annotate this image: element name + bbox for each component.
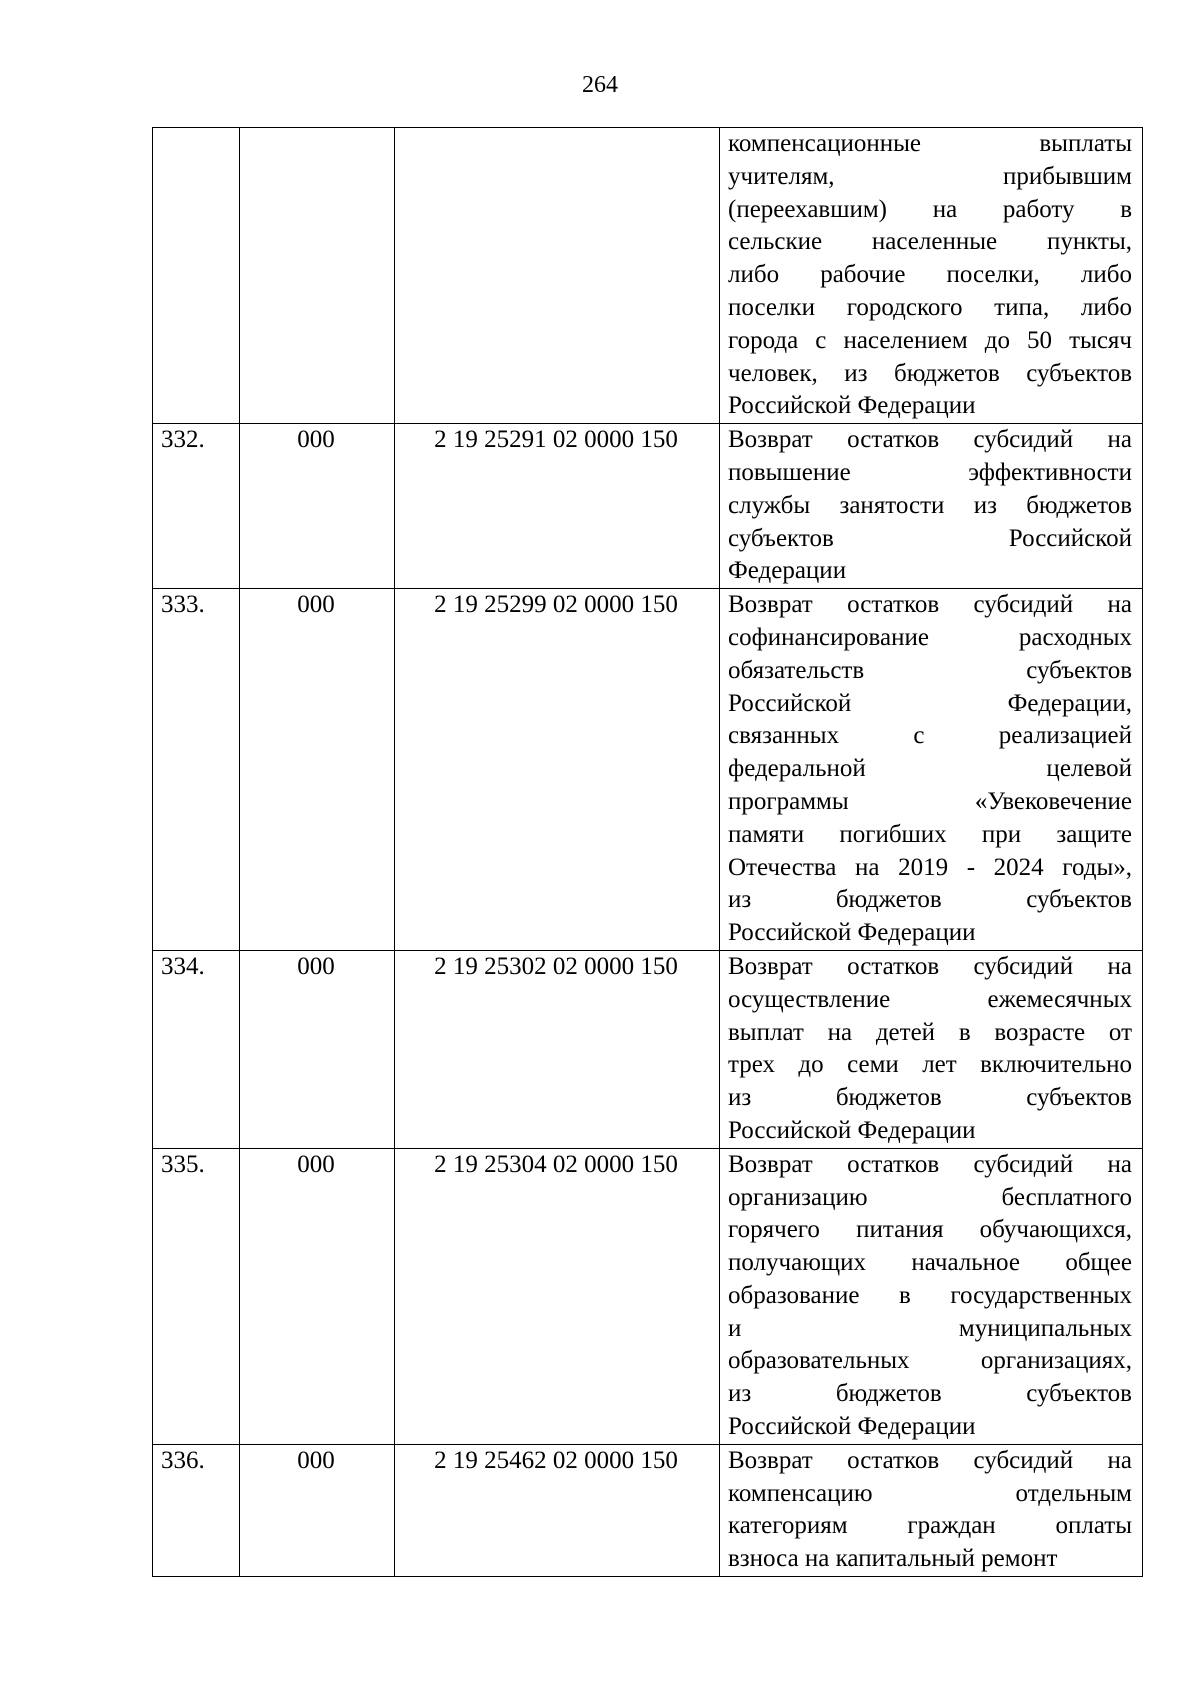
description-line: Федерации xyxy=(728,557,847,585)
admin-code-cell xyxy=(240,128,395,424)
description-line: получающих начальное общее xyxy=(728,1249,1132,1277)
description-line: учителям, прибывшим xyxy=(728,162,1132,190)
description-cell xyxy=(720,1444,1143,1576)
description-line: из бюджетов субъектов xyxy=(728,1380,1132,1408)
table-body xyxy=(153,128,1143,1577)
description-cell xyxy=(720,950,1143,1148)
description-line: Отечества на 2019 - 2024 годы», xyxy=(728,853,1132,881)
description-line: софинансирование расходных xyxy=(728,623,1132,651)
budget-code-cell: 2 19 25462 02 0000 150 xyxy=(395,1444,720,1576)
description-line: связанных с реализацией xyxy=(728,722,1132,750)
row-number-cell: 335. xyxy=(153,1148,240,1444)
description-line: выплат на детей в возрасте от xyxy=(728,1018,1132,1046)
description-line: сельские населенные пункты, xyxy=(728,228,1132,256)
description-line: поселки городского типа, либо xyxy=(728,293,1132,321)
description-line: субъектов Российской xyxy=(728,524,1132,552)
table-row xyxy=(153,950,1143,1148)
admin-code-cell: 000 xyxy=(240,1148,395,1444)
description-line: осуществление ежемесячных xyxy=(728,985,1132,1013)
row-number-cell: 333. xyxy=(153,589,240,951)
table-row xyxy=(153,128,1143,424)
description-cell xyxy=(720,1148,1143,1444)
description-line: Возврат остатков субсидий на xyxy=(728,952,1132,980)
description-line: обязательств субъектов xyxy=(728,656,1132,684)
description-line: федеральной целевой xyxy=(728,755,1132,783)
description-line: и муниципальных xyxy=(728,1314,1132,1342)
description-line: либо рабочие поселки, либо xyxy=(728,261,1132,289)
description-line: Возврат остатков субсидий на xyxy=(728,1446,1132,1474)
admin-code-cell: 000 xyxy=(240,950,395,1148)
table-row xyxy=(153,1148,1143,1444)
row-number-cell xyxy=(153,128,240,424)
row-number-cell: 336. xyxy=(153,1444,240,1576)
table-row xyxy=(153,1444,1143,1576)
description-line: (переехавшим) на работу в xyxy=(728,195,1132,223)
description-line: города с населением до 50 тысяч xyxy=(728,326,1132,354)
description-line: программы «Увековечение xyxy=(728,787,1132,815)
description-line: организацию бесплатного xyxy=(728,1183,1132,1211)
description-line: образовательных организациях, xyxy=(728,1347,1132,1375)
budget-code-cell: 2 19 25299 02 0000 150 xyxy=(395,589,720,951)
table-row xyxy=(153,589,1143,951)
admin-code-cell: 000 xyxy=(240,589,395,951)
page-number: 264 xyxy=(582,72,618,98)
description-line: взноса на капитальный ремонт xyxy=(728,1545,1058,1573)
row-number-cell: 334. xyxy=(153,950,240,1148)
description-line: Возврат остатков субсидий на xyxy=(728,591,1132,619)
admin-code-cell: 000 xyxy=(240,424,395,589)
income-codes-table xyxy=(152,127,1143,1577)
table-row xyxy=(153,424,1143,589)
admin-code-cell: 000 xyxy=(240,1444,395,1576)
description-line: образование в государственных xyxy=(728,1281,1132,1309)
description-line: человек, из бюджетов субъектов xyxy=(728,359,1132,387)
budget-code-cell: 2 19 25304 02 0000 150 xyxy=(395,1148,720,1444)
budget-code-cell xyxy=(395,128,720,424)
row-number-cell: 332. xyxy=(153,424,240,589)
description-line: Российской Федерации xyxy=(728,919,976,947)
description-line: повышение эффективности xyxy=(728,458,1132,486)
description-line: из бюджетов субъектов xyxy=(728,886,1132,914)
description-line: службы занятости из бюджетов xyxy=(728,491,1132,519)
description-line: Возврат остатков субсидий на xyxy=(728,426,1132,454)
description-line: Российской Федерации xyxy=(728,1413,976,1441)
description-line: Российской Федерации, xyxy=(728,689,1132,717)
description-line: горячего питания обучающихся, xyxy=(728,1216,1132,1244)
description-line: компенсацию отдельным xyxy=(728,1479,1132,1507)
description-line: Российской Федерации xyxy=(728,1116,976,1144)
description-cell xyxy=(720,424,1143,589)
description-line: Возврат остатков субсидий на xyxy=(728,1150,1132,1178)
description-line: из бюджетов субъектов xyxy=(728,1084,1132,1112)
description-cell xyxy=(720,128,1143,424)
description-line: памяти погибших при защите xyxy=(728,820,1132,848)
description-line: Российской Федерации xyxy=(728,392,976,420)
budget-code-cell: 2 19 25291 02 0000 150 xyxy=(395,424,720,589)
description-line: категориям граждан оплаты xyxy=(728,1512,1132,1540)
description-line: компенсационные выплаты xyxy=(728,130,1132,157)
description-cell xyxy=(720,589,1143,951)
description-line: трех до семи лет включительно xyxy=(728,1051,1132,1079)
budget-code-cell: 2 19 25302 02 0000 150 xyxy=(395,950,720,1148)
